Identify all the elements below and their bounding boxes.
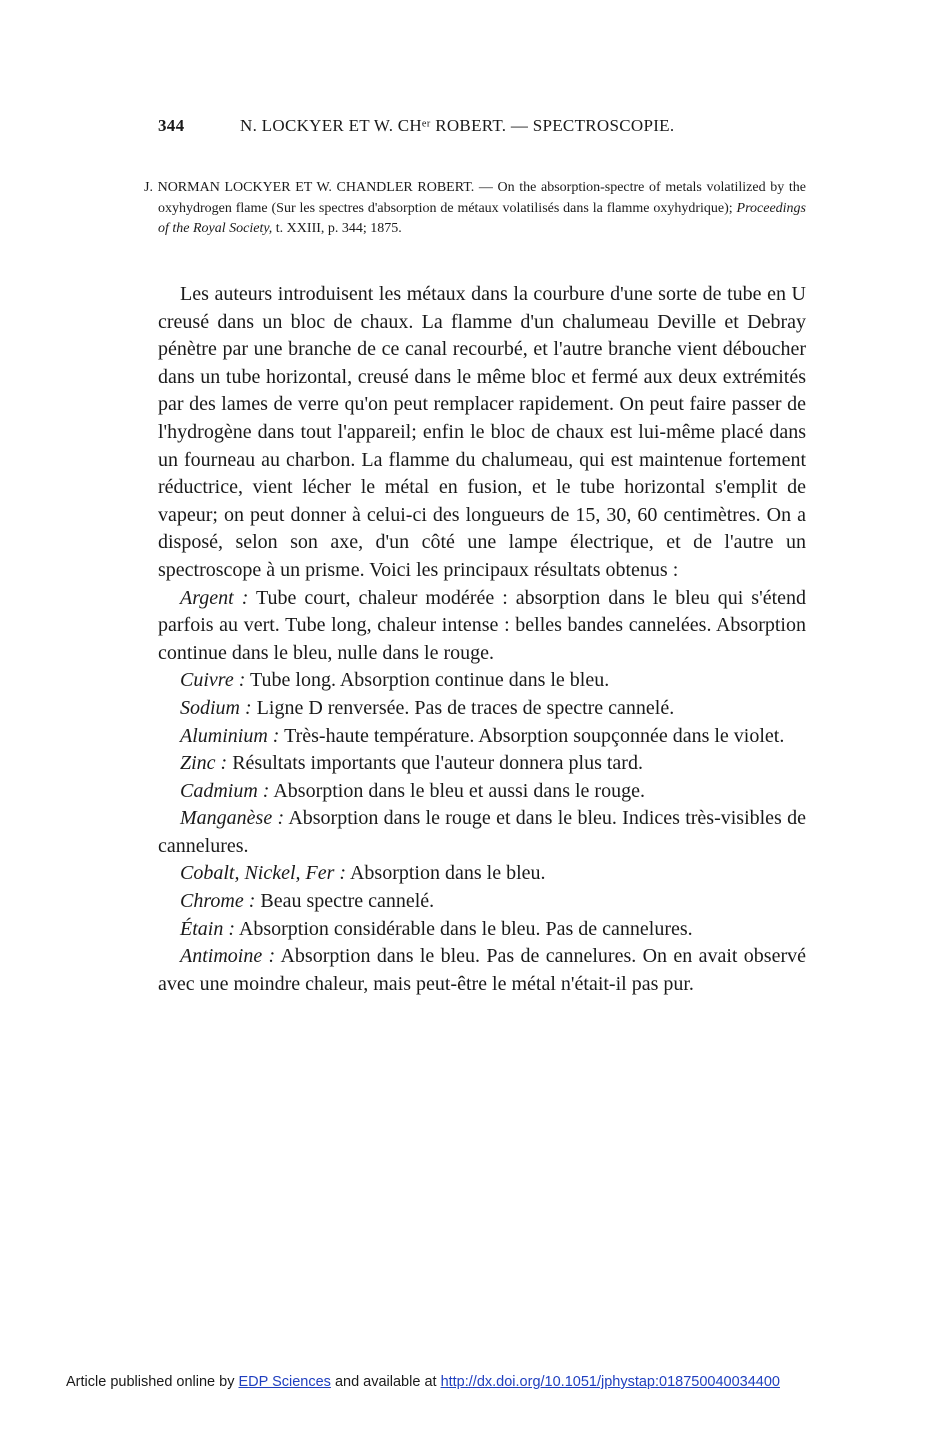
result-paragraph xyxy=(158,943,806,998)
reference-authors: J. NORMAN LOCKYER ET W. CHANDLER ROBERT. — xyxy=(144,180,493,195)
metal-name: Cadmium : xyxy=(180,779,270,802)
result-paragraph xyxy=(158,667,806,695)
result-text: Résultats importants que l'auteur donnera plus tard. xyxy=(232,752,643,775)
result-text: Tube court, chaleur modérée : absorption dans le bleu qui s'étend parfois au vert. Tube long, chaleur intense : belles bandes cannelées. Absorption continue dans le bleu, nulle dans le rouge. xyxy=(158,586,807,664)
result-paragraph xyxy=(158,695,806,723)
bibliographic-reference xyxy=(144,178,806,240)
publisher-link[interactable]: EDP Sciences xyxy=(238,1374,331,1390)
running-header xyxy=(158,116,808,138)
result-text: Absorption considérable dans le bleu. Pas de cannelures. xyxy=(238,917,693,940)
footer-middle: and available at xyxy=(334,1374,437,1390)
result-paragraph xyxy=(158,723,806,751)
result-text: Tube long. Absorption continue dans le bleu. xyxy=(250,669,610,692)
metal-name: Cobalt, Nickel, Fer : xyxy=(180,862,347,885)
result-text: Absorption dans le bleu. Pas de cannelures. On en avait observé avec une moindre chaleur, mais peut-être le métal n'était-il pas pur. xyxy=(158,945,806,995)
reference-journal: Proceedings of the Royal Society, xyxy=(158,200,806,236)
intro-paragraph: Les auteurs introduisent les métaux dans la courbure d'une sorte de tube en U creusé dans un bloc de chaux. La flamme d'un chalumeau Deville et Debray pénètre par une branche de ce canal recourbé, et l'autre branche vient déboucher dans un tube horizontal, creusé dans le même bloc et fermé aux deux extrémités par des lames de verre qu'on peut remplacer rapidement. On peut faire passer de l'hydrogène dans tout l'appareil; enfin le bloc de chaux est lui-même placé dans un fourneau au charbon. La flamme du chalumeau, qui est maintenue fortement réductrice, vient lécher le métal en fusion, et le tube horizontal s'emplit de vapeur; on peut donner à celui-ci des longueurs de 15, 30, 60 centimètres. On a disposé, selon son axe, d'un côté une lampe électrique, et de l'autre un spectroscope à un prisme. Voici les principaux résultats obtenus : xyxy=(158,283,806,581)
reference-citation: t. XXIII, p. 344; 1875. xyxy=(275,221,402,236)
running-title: N. LOCKYER ET W. CHᵉʳ ROBERT. — SPECTROSCOPIE. xyxy=(240,116,675,135)
metal-name: Aluminium : xyxy=(180,724,280,747)
result-paragraph xyxy=(158,916,806,944)
result-text: Ligne D renversée. Pas de traces de spectre cannelé. xyxy=(256,696,675,719)
result-paragraph xyxy=(158,805,806,860)
metal-name: Sodium : xyxy=(180,696,252,719)
metal-name: Zinc : xyxy=(180,752,228,775)
result-paragraph xyxy=(158,750,806,778)
page-number: 344 xyxy=(158,116,185,135)
article-body xyxy=(158,281,806,998)
result-text: Absorption dans le bleu. xyxy=(349,862,546,885)
result-text: Absorption dans le rouge et dans le bleu. Indices très-visibles de cannelures. xyxy=(158,807,807,857)
result-text: Absorption dans le bleu et aussi dans le rouge. xyxy=(273,779,645,802)
metal-name: Manganèse : xyxy=(180,807,285,830)
metal-name: Antimoine : xyxy=(180,945,276,968)
result-paragraph xyxy=(158,888,806,916)
result-text: Beau spectre cannelé. xyxy=(260,890,435,913)
result-paragraph xyxy=(158,778,806,806)
doi-link[interactable]: http://dx.doi.org/10.1051/jphystap:018750040034400 xyxy=(440,1374,780,1390)
result-paragraph xyxy=(158,585,806,668)
metal-name: Chrome : xyxy=(180,890,256,913)
metal-name: Cuivre : xyxy=(180,669,246,692)
footer-prefix: Article published online by xyxy=(66,1374,235,1390)
publication-footer xyxy=(66,1374,866,1390)
metal-name: Étain : xyxy=(180,917,235,940)
metal-name: Argent : xyxy=(180,586,249,609)
result-text: Très-haute température. Absorption soupçonnée dans le violet. xyxy=(284,724,785,747)
reference-text: On the absorption-spectre of metals volatilized by the oxyhydrogen flame (Sur les spectres d'absorption de métaux volatilisés dans la flamme oxyhydrique); xyxy=(158,180,806,216)
result-paragraph xyxy=(158,860,806,888)
